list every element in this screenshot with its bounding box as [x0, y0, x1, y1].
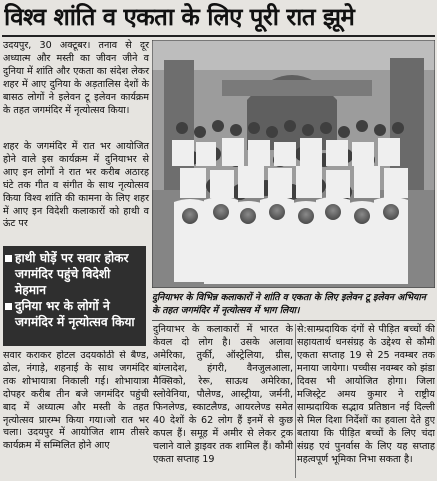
lead-paragraph [3, 40, 149, 117]
photo-caption: दुनियाभर के विभिन्न कलाकारों ने शांति व एकता के लिए इलेवन टू इलेवन अभियान के तहत जगमंदिर में नृत्योत्सव में भाग लिया। [152, 292, 426, 316]
left-bottom-text: सवार कराकर होटल उदयकोठी से बैण्ड, ढोल, नंगाड़े, शहनाई के साथ जगमंदिर तक शोभायात्रा निकाली गई। शोभायात्रा दोपहर करीब तीन बजे जगमंदिर पहुंची बाद में अध्यात्म और मस्ती के तहत नृत्योत्सव प्रारम्भ किया गया।जो रात भर चला। उदयपुर में आयोजित शाम तीसरे कार्यक्रम में सम्मिलित होने आए [3, 350, 149, 452]
group-photo [152, 40, 435, 288]
square-bullet-icon [5, 255, 12, 262]
highlight-item-1 [5, 250, 144, 298]
left-bottom-paragraph [3, 350, 149, 478]
highlight-text-1: हाथी घोड़ें पर सवार होकर जगमंदिर पहुंचे विदेशी मेहमान [15, 251, 129, 297]
lead2-text: शहर के जगमंदिर में रात भर आयोजित होने वाले इस कार्यक्रम में दुनियाभर से आए इन लोगों ने रात भर करीब अठारह घंटे तक गीत व संगीत के साथ नृत्योत्सव किया विश्व शांति की कामना के लिए शहर में आए इन विदेशी कलाकारों को हाथी व ऊंट पर [3, 141, 149, 230]
middle-column-text: दुनियाभर के कलाकारों में भारत के केवल दो लोग है। उसके अलावा अमेरिका, तुर्की, ऑस्ट्रेलिया, ग्रीस, बांग्लादेश, हंगरी, वैनजुलआला, मैक्सिको, रेरू, साऊथ अमेरिका, स्लोवेनिया, पौलेण्ड, आस्ट्रीया, जर्मनी, फिनलेण्ड, स्काटलैण्ड, आयरलेण्ड समेत 40 देशों के 62 लोग हैं इनमें से कुछ कपल हैं। समूह में अमीर से लेकर ट्रक चलाने वाले ड्राइवर तक शामिल हैं। कौमी एकता सप्ताह 19 [153, 324, 293, 465]
lead-paragraph-2 [3, 141, 149, 231]
highlight-text-2: दुनिया भर के लोगों ने जगमंदिर में नृत्योत्सव किया [15, 299, 135, 329]
caption-rule [152, 320, 435, 321]
square-bullet-icon [5, 303, 12, 310]
highlight-item-2 [5, 298, 144, 330]
right-column-text: से:साम्प्रदायिक दंगों से पीड़ित बच्चों की सहायतार्थ धनसंग्रह के उद्देश्य से कौमी एकता सप्ताह 19 से 25 नवम्बर तक मनाया जायेगा। पच्चीस नवम्बर को झंडा दिवस भी आयोजित होगा। जिला मजिस्ट्रेट अमय कुमार ने राष्ट्रीय साम्प्रदायिक सद्भाव प्रतिष्ठान नई दिल्ली से मिल दिशा निर्देशों का हवाला देते हुए बताया कि पीड़ित बच्चों के लिए चंदा संग्रह एवं पुनर्वास के लिए यह सप्ताह महत्वपूर्ण भूमिका निभा सकता है। [297, 324, 435, 465]
headline-rule [2, 35, 435, 37]
highlights-box [3, 246, 146, 346]
middle-column [153, 323, 293, 479]
right-column [297, 323, 435, 479]
lead-text: उदयपुर, 30 अक्टूबर। तनाव से दूर अध्यात्म और मस्ती का जीवन जीने व दुनिया में शांति और एकता का संदेश लेकर शहर में आए दुनिया के अड़तालिस देशों के बासठ लोगों ने इलेवन टू इलेवन कार्यक्रम के तहत जगमंदिर में नृत्योत्सव किया। [3, 40, 149, 116]
column-divider [295, 324, 296, 478]
headline: विश्व शांति व एकता के लिए पूरी रात झूमे [4, 3, 355, 31]
